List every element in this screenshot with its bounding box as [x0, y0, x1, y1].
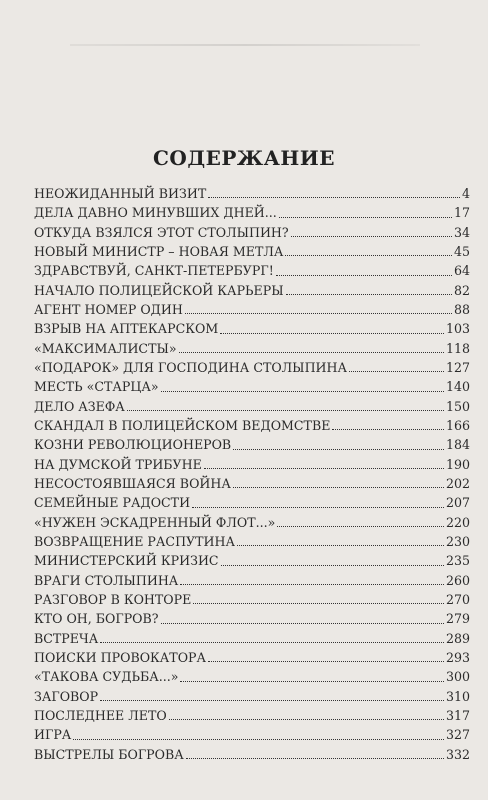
dot-leader — [285, 254, 452, 256]
toc-entry-title: НОВЫЙ МИНИСТР – НОВАЯ МЕТЛА — [34, 243, 284, 259]
toc-entry-title: ВРАГИ СТОЛЫПИНА — [34, 572, 179, 588]
dot-leader — [179, 351, 444, 353]
toc-entry-page-number: 270 — [445, 591, 470, 607]
dot-leader — [286, 293, 452, 295]
toc-entry-title: НА ДУМСКОЙ ТРИБУНЕ — [34, 456, 202, 472]
toc-entry-page-number: 150 — [445, 398, 470, 414]
toc-entry-title: ИГРА — [34, 727, 72, 743]
toc-entry — [34, 358, 470, 377]
toc-entry-title: ВОЗВРАЩЕНИЕ РАСПУТИНА — [34, 533, 236, 549]
dot-leader — [180, 583, 444, 585]
toc-entry-page-number: 4 — [461, 186, 470, 201]
toc-entry — [34, 571, 470, 590]
dot-leader — [100, 699, 444, 701]
toc-entry-page-number: 190 — [445, 456, 470, 472]
toc-entry-page-number: 220 — [445, 514, 470, 530]
toc-entry-title: СЕМЕЙНЫЕ РАДОСТИ — [34, 495, 191, 511]
toc-entry — [34, 667, 470, 686]
dot-leader — [169, 718, 444, 720]
dot-leader — [233, 448, 444, 450]
dot-leader — [208, 660, 444, 662]
toc-entry — [34, 474, 470, 493]
dot-leader — [208, 196, 460, 198]
dot-leader — [100, 641, 444, 643]
toc-entry — [34, 590, 470, 609]
table-of-contents — [34, 184, 470, 764]
toc-entry — [34, 493, 470, 512]
toc-entry-page-number: 207 — [445, 495, 470, 511]
toc-entry-title: ДЕЛА ДАВНО МИНУВШИХ ДНЕЙ... — [34, 205, 277, 221]
toc-entry-page-number: 279 — [445, 611, 470, 627]
toc-entry — [34, 629, 470, 648]
dot-leader — [277, 525, 444, 527]
toc-entry-page-number: 289 — [445, 630, 470, 646]
toc-entry-page-number: 327 — [445, 727, 470, 743]
toc-entry-page-number: 34 — [453, 224, 470, 240]
toc-entry-title: НЕСОСТОЯВШАЯСЯ ВОЙНА — [34, 475, 231, 491]
toc-entry — [34, 203, 470, 222]
toc-entry-title: «НУЖЕН ЭСКАДРЕННЫЙ ФЛОТ...» — [34, 514, 276, 530]
dot-leader — [220, 332, 444, 334]
toc-entry-page-number: 82 — [453, 282, 470, 298]
toc-entry-page-number: 230 — [445, 533, 470, 549]
toc-entry-title: ЗАГОВОР — [34, 688, 99, 704]
dot-leader — [161, 390, 444, 392]
toc-entry — [34, 532, 470, 551]
toc-entry-title: СКАНДАЛ В ПОЛИЦЕЙСКОМ ВЕДОМСТВЕ — [34, 417, 331, 433]
toc-entry-page-number: 317 — [445, 707, 470, 723]
toc-entry-page-number: 300 — [445, 669, 470, 685]
toc-entry — [34, 455, 470, 474]
toc-entry — [34, 300, 470, 319]
toc-entry — [34, 397, 470, 416]
toc-entry — [34, 706, 470, 725]
toc-entry-page-number: 118 — [445, 340, 470, 356]
toc-entry — [34, 261, 470, 280]
dot-leader — [237, 544, 444, 546]
toc-entry-title: НАЧАЛО ПОЛИЦЕЙСКОЙ КАРЬЕРЫ — [34, 282, 284, 298]
toc-entry-page-number: 293 — [445, 649, 470, 665]
dot-leader — [276, 274, 452, 276]
toc-entry-page-number: 202 — [445, 475, 470, 491]
dot-leader — [349, 370, 444, 372]
toc-entry-title: НЕОЖИДАННЫЙ ВИЗИТ — [34, 186, 207, 201]
toc-entry-page-number: 17 — [453, 205, 470, 221]
toc-entry — [34, 513, 470, 532]
toc-entry-title: МИНИСТЕРСКИЙ КРИЗИС — [34, 553, 219, 569]
dot-leader — [186, 757, 444, 759]
dot-leader — [127, 409, 444, 411]
toc-entry — [34, 319, 470, 338]
toc-entry-page-number: 184 — [445, 437, 470, 453]
toc-entry-title: ДЕЛО АЗЕФА — [34, 398, 125, 414]
toc-entry — [34, 416, 470, 435]
dot-leader — [204, 467, 444, 469]
toc-entry-title: ПОИСКИ ПРОВОКАТОРА — [34, 649, 207, 665]
toc-entry-title: КТО ОН, БОГРОВ? — [34, 611, 159, 627]
toc-entry-page-number: 64 — [453, 263, 470, 279]
toc-entry-page-number: 332 — [445, 746, 470, 762]
toc-entry-page-number: 103 — [445, 321, 470, 337]
toc-entry-title: «ПОДАРОК» ДЛЯ ГОСПОДИНА СТОЛЫПИНА — [34, 359, 348, 375]
toc-entry-title: ПОСЛЕДНЕЕ ЛЕТО — [34, 707, 167, 723]
dot-leader — [73, 738, 444, 740]
toc-entry — [34, 223, 470, 242]
toc-entry — [34, 745, 470, 764]
toc-entry — [34, 725, 470, 744]
toc-entry — [34, 339, 470, 358]
toc-entry-page-number: 235 — [445, 553, 470, 569]
dot-leader — [185, 312, 452, 314]
toc-entry-page-number: 88 — [453, 301, 470, 317]
toc-entry-title: ВЗРЫВ НА АПТЕКАРСКОМ — [34, 321, 219, 337]
toc-entry-title: КОЗНИ РЕВОЛЮЦИОНЕРОВ — [34, 437, 232, 453]
dot-leader — [221, 564, 444, 566]
toc-entry — [34, 551, 470, 570]
toc-entry-title: ЗДРАВСТВУЙ, САНКТ-ПЕТЕРБУРГ! — [34, 263, 274, 279]
toc-entry-title: РАЗГОВОР В КОНТОРЕ — [34, 591, 192, 607]
toc-entry — [34, 687, 470, 706]
toc-entry — [34, 281, 470, 300]
toc-entry — [34, 609, 470, 628]
toc-entry-title: «МАКСИМАЛИСТЫ» — [34, 340, 177, 356]
dot-leader — [161, 622, 444, 624]
dot-leader — [193, 602, 444, 604]
page-title: СОДЕРЖАНИЕ — [153, 146, 335, 170]
toc-entry — [34, 377, 470, 396]
bleed-through-text — [70, 44, 420, 46]
toc-entry-title: ВЫСТРЕЛЫ БОГРОВА — [34, 746, 184, 762]
toc-entry-title: АГЕНТ НОМЕР ОДИН — [34, 301, 183, 317]
dot-leader — [332, 428, 444, 430]
toc-entry-page-number: 310 — [445, 688, 470, 704]
toc-entry-page-number: 166 — [445, 417, 470, 433]
toc-entry-page-number: 45 — [453, 243, 470, 259]
dot-leader — [291, 235, 452, 237]
toc-entry-title: ОТКУДА ВЗЯЛСЯ ЭТОТ СТОЛЫПИН? — [34, 224, 289, 240]
toc-entry-page-number: 127 — [445, 359, 470, 375]
dot-leader — [233, 486, 444, 488]
toc-entry — [34, 648, 470, 667]
toc-entry — [34, 242, 470, 261]
toc-entry-title: ВСТРЕЧА — [34, 630, 99, 646]
toc-entry — [34, 435, 470, 454]
dot-leader — [279, 216, 452, 218]
toc-entry-title: «ТАКОВА СУДЬБА...» — [34, 669, 179, 685]
dot-leader — [192, 506, 444, 508]
toc-entry-page-number: 260 — [445, 572, 470, 588]
toc-entry-title: МЕСТЬ «СТАРЦА» — [34, 379, 159, 395]
dot-leader — [180, 680, 443, 682]
toc-entry-page-number: 140 — [445, 379, 470, 395]
toc-entry — [34, 184, 470, 203]
